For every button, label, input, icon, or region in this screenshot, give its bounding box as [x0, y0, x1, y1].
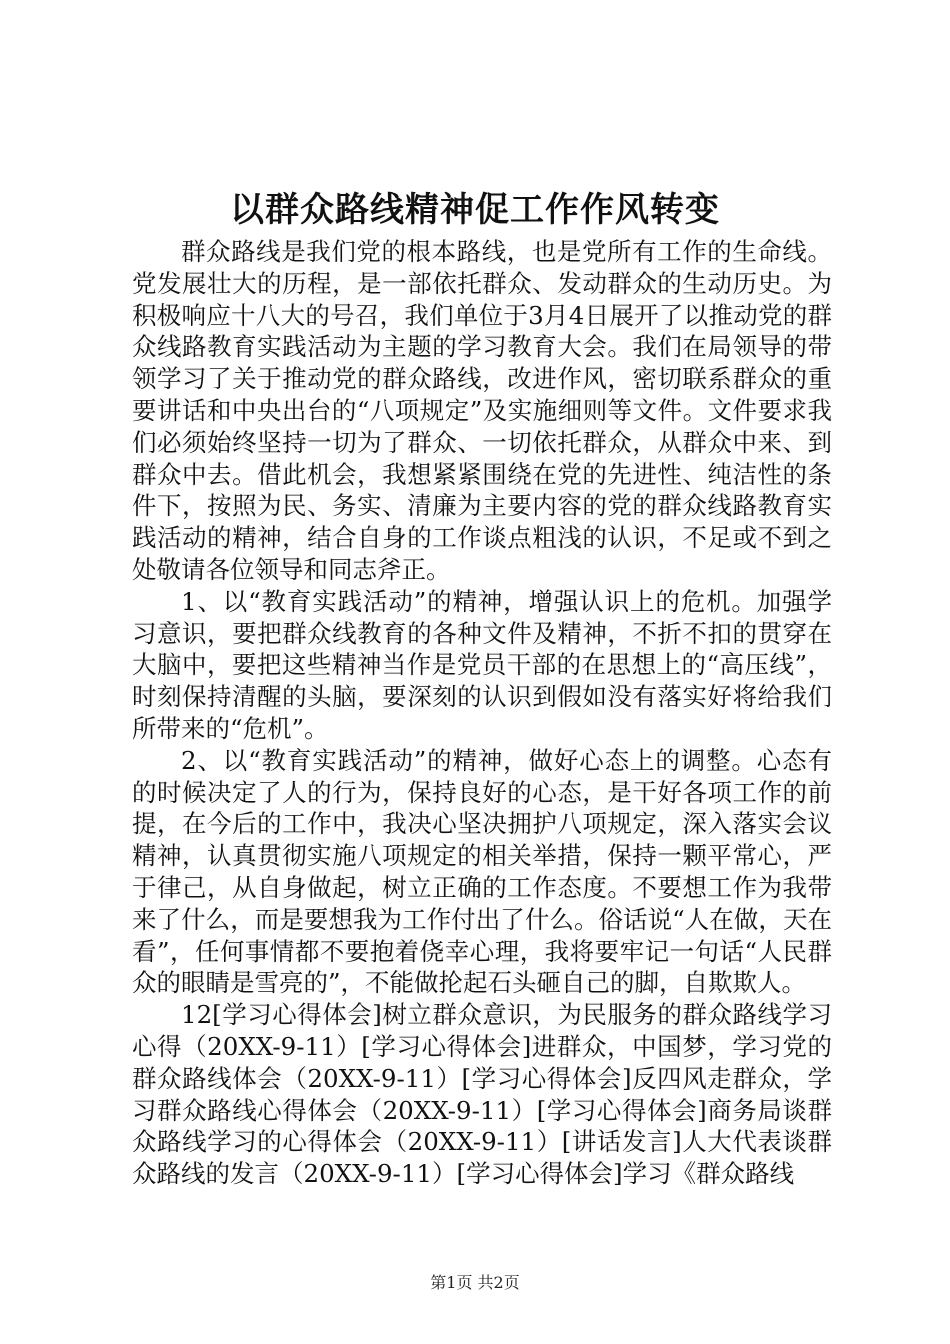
page-number-footer: 第1页 共2页	[430, 1273, 520, 1292]
paragraph-intro: 群众路线是我们党的根本路线，也是党所有工作的生命线。党发展壮大的历程，是一部依托群众、发动群众的生动历史。为积极响应十八大的号召，我们单位于3月4日展开了以推动党的群众线路教育实践活动为主题的学习教育大会。我们在局领导的带领学习了关于推动党的群众路线，改进作风，密切联系群众的重要讲话和中央出台的“八项规定”及实施细则等文件。文件要求我们必须始终坚持一切为了群众、一切依托群众，从群众中来、到群众中去。借此机会，我想紧紧围绕在党的先进性、纯洁性的条件下，按照为民、务实、清廉为主要内容的党的群众线路教育实践活动的精神，结合自身的工作谈点粗浅的认识，不足或不到之处敬请各位领导和同志斧正。	[132, 237, 832, 584]
paragraph-related-links: 12[学习心得体会]树立群众意识，为民服务的群众路线学习心得（20XX-9-11）[学习心得体会]进群众，中国梦，学习党的群众路线体会（20XX-9-11）[学习心得体会]反四风走群众，学习群众路线心得体会（20XX-9-11）[学习心得体会]商务局谈群众路线学习的心得体会（20XX-9-11）[讲话发言]人大代表谈群众路线的发言（20XX-9-11）[学习心得体会]学习《群众路线	[132, 1000, 832, 1189]
document-body	[132, 236, 832, 1190]
paragraph-point-1: 1、以“教育实践活动”的精神，增强认识上的危机。加强学习意识，要把群众线教育的各种文件及精神，不折不扣的贯穿在大脑中，要把这些精神当作是党员干部的在思想上的“高压线”，时刻保持清醒的头脑，要深刻的认识到假如没有落实好将给我们所带来的“危机”。	[132, 586, 832, 743]
document-title: 以群众路线精神促工作作风转变	[230, 190, 720, 230]
paragraph-point-2: 2、以“教育实践活动”的精神，做好心态上的调整。心态有的时候决定了人的行为，保持良好的心态，是干好各项工作的前提，在今后的工作中，我决心坚决拥护八项规定，深入落实会议精神，认真贯彻实施八项规定的相关举措，保持一颗平常心，严于律己，从自身做起，树立正确的工作态度。不要想工作为我带来了什么，而是要想我为工作付出了什么。俗话说“人在做，天在看”，任何事情都不要抱着侥幸心理，我将要牢记一句话“人民群众的眼睛是雪亮的”，不能做抡起石头砸自己的脚，自欺欺人。	[132, 745, 832, 998]
